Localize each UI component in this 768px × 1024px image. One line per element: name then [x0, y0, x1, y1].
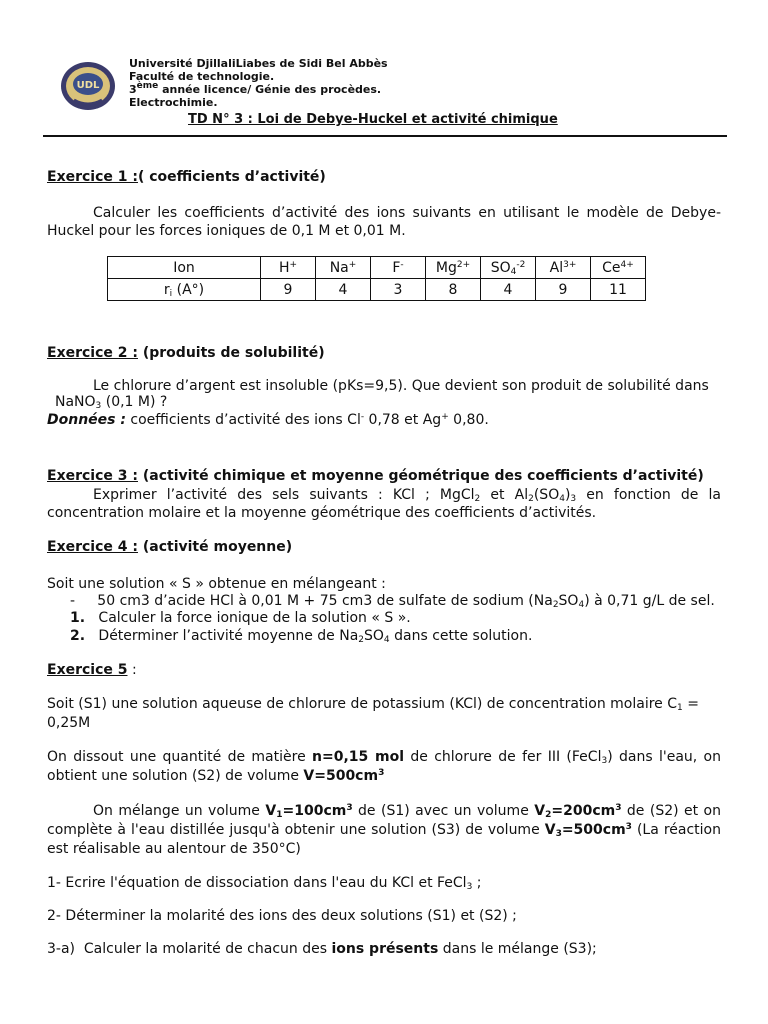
ex1-title: ( coefficients d’activité) [137, 169, 326, 185]
ex5-title: : [127, 662, 137, 678]
ex3-heading [47, 468, 704, 484]
ex2-donnees: Données : coefficients d’activité des ions Cl- 0,78 et Ag+ 0,80. [47, 412, 489, 428]
ex4-label: Exercice 4 : [47, 539, 138, 555]
university-logo [60, 58, 116, 114]
table-cell: 11 [591, 279, 646, 301]
table-cell: $r_i$ (A°) [108, 279, 261, 301]
faculty-name: Faculté de technologie. [129, 70, 275, 83]
year-pre: 3 [129, 83, 137, 96]
ex3-text: Exprimer l’activité des sels suivants : KCl ; MgCl$_2$ et $Al_2(SO_4)_3$ en fonction de la concentration molaire et la moyenne géométrique des coefficients d’activités. [47, 487, 721, 521]
table-cell: 3 [371, 279, 426, 301]
table-cell: 4 [316, 279, 371, 301]
ex2-heading [47, 345, 325, 361]
table-cell: Na+ [316, 257, 371, 279]
donnees-label: Données : [47, 412, 126, 428]
ex5-q1: 1- Ecrire l'équation de dissociation dans l'eau du KCl et FeCl$_3$ ; [47, 875, 482, 892]
subject-name: Electrochimie. [129, 96, 218, 109]
year-post: année licence/ Génie des procèdes. [158, 83, 382, 96]
ex4-heading [47, 539, 292, 555]
table-cell: 8 [426, 279, 481, 301]
ex4-q1: 1. Calculer la force ionique de la solution « S ». [70, 610, 411, 626]
university-name: Université DjillaliLiabes de Sidi Bel Abbès [129, 57, 388, 70]
logo-text: UDL [76, 80, 100, 91]
ex4-title: (activité moyenne) [142, 539, 293, 555]
table-cell: 9 [261, 279, 316, 301]
table-cell: $Mg^{2+}$ [426, 257, 481, 279]
ex5-q2: 2- Déterminer la molarité des ions des deux solutions (S1) et (S2) ; [47, 908, 517, 924]
ex2-line1: Le chlorure d’argent est insoluble (pKs=9,5). Que devient son produit de solubilité dans [93, 378, 709, 394]
ex5-heading [47, 662, 137, 678]
ex4-q2: 2. Déterminer l’activité moyenne de $Na_2SO_4$ dans cette solution. [70, 628, 533, 645]
table-cell: $Al^{3+}$ [536, 257, 591, 279]
ex3-label: Exercice 3 : [47, 468, 138, 484]
ex4-bullet: - 50 cm3 d’acide HCl à 0,01 M + 75 cm3 de sulfate de sodium $(Na_2SO_4)$ à 0,71 g/L de sel. [70, 593, 715, 610]
table-cell: 4 [481, 279, 536, 301]
ex2-line2: NaNO$_3$ (0,1 M) ? [55, 394, 168, 411]
table-cell: $Ce^{4+}$ [591, 257, 646, 279]
ex4-intro: Soit une solution « S » obtenue en mélangeant : [47, 576, 386, 592]
table-cell: Ion [108, 257, 261, 279]
ex5-p2: On dissout une quantité de matière n=0,15 mol de chlorure de fer III (FeCl$_3$) dans l'eau, on obtient une solution (S2) de volume $V=500cm^3$ [47, 749, 721, 784]
ions-table [107, 256, 646, 301]
ex5-p1: Soit (S1) une solution aqueuse de chlorure de potassium (KCl) de concentration molaire $C_1$ = 0,25M [47, 696, 699, 731]
ex1-heading [47, 169, 326, 185]
ex3-title: (activité chimique et moyenne géométrique des coefficients d’activité) [142, 468, 704, 484]
td-title: TD N° 3 : Loi de Debye-Huckel et activité chimique [188, 112, 558, 127]
table-cell: 9 [536, 279, 591, 301]
table-row [108, 257, 646, 279]
table-row [108, 279, 646, 301]
ex5-q3: 3-a) Calculer la molarité de chacun des ions présents dans le mélange (S3); [47, 941, 597, 957]
header-rule [43, 135, 727, 137]
program-year [129, 81, 382, 96]
table-cell: H+ [261, 257, 316, 279]
table-cell: $SO_4^{-2}$ [481, 257, 536, 279]
ex1-text: Calculer les coefficients d’activité des ions suivants en utilisant le modèle de Debye-Huckel pour les forces ioniques de 0,1 M et 0,01 M. [47, 205, 721, 239]
ex5-label: Exercice 5 [47, 662, 128, 678]
year-sup: ème [136, 81, 159, 91]
table-cell: F- [371, 257, 426, 279]
ex5-p3: On mélange un volume $V_1=100cm^3$ de (S1) avec un volume $V_2=200cm^3$ de (S2) et on complète à l'eau distillée jusqu'à obtenir une solution (S3) de volume $V_3=500cm^3$ (La réaction est réalisable au alentour de 350°C) [47, 803, 721, 857]
ex2-label: Exercice 2 : [47, 345, 138, 361]
ex1-label: Exercice 1 : [47, 169, 138, 185]
ex2-title: (produits de solubilité) [142, 345, 325, 361]
